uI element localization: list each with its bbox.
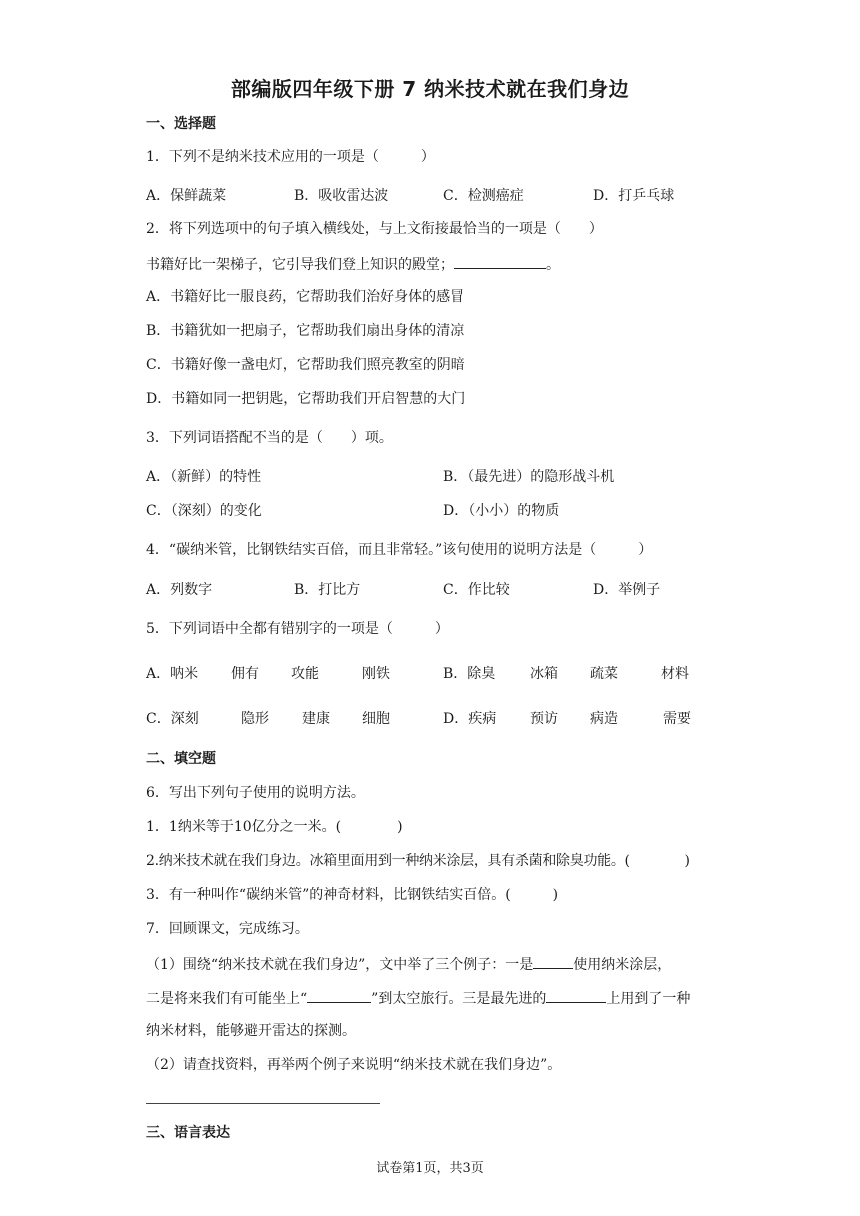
question-4-option-d: D．举例子	[593, 582, 661, 598]
question-4-option-c: C．作比较	[443, 582, 510, 598]
question-5-option-a-word-4: 刚铁	[362, 666, 390, 682]
question-1-option-a: A．保鲜蔬菜	[146, 188, 227, 204]
question-1-option-b: B．吸收雷达波	[294, 188, 389, 204]
question-5-option-d-word-4: 需要	[663, 711, 691, 727]
question-5-option-c-word-4: 细胞	[362, 711, 390, 727]
page-title: 部编版四年级下册 7 纳米技术就在我们身边	[230, 77, 630, 101]
question-7-text: 二是将来我们有可能坐上“	[146, 991, 308, 1007]
question-5-option-b-word-3: 疏菜	[590, 666, 618, 682]
question-2-lead-sentence	[146, 254, 560, 274]
question-3-option-b: B．（最先进）的隐形战斗机	[443, 469, 615, 485]
question-6-stem: 6．写出下列句子使用的说明方法。	[146, 785, 365, 801]
answer-blank-aircraft[interactable]	[546, 988, 606, 1003]
question-5-option-c-word-3: 建康	[302, 711, 330, 727]
question-5-option-d-word-1: D．疾病	[443, 711, 497, 727]
question-5-option-b-word-1: B．除臭	[443, 666, 496, 682]
question-2-option-d: D．书籍如同一把钥匙，它帮助我们开启智慧的大门	[146, 391, 466, 407]
question-5-option-d-word-3: 病造	[590, 711, 618, 727]
section-heading-language-expression: 三、语言表达	[146, 1125, 230, 1141]
question-5-option-a-word-3: 攻能	[291, 666, 319, 682]
question-7-text: 使用纳米涂层，	[573, 957, 672, 973]
question-7-text: 上用到了一种	[606, 991, 691, 1007]
question-7-text: ”到太空旅行。三是最先进的	[371, 991, 547, 1007]
question-5-option-b-word-4: 材料	[661, 666, 689, 682]
question-2-stem: 2．将下列选项中的句子填入横线处，与上文衔接最恰当的一项是（ ）	[146, 221, 603, 237]
question-1-option-c: C．检测癌症	[443, 188, 524, 204]
question-7-stem: 7．回顾课文，完成练习。	[146, 921, 309, 937]
question-5-option-a-word-1: A．呐米	[146, 666, 199, 682]
question-7-part-1-line-1	[146, 954, 671, 974]
question-2-option-c: C．书籍好像一盏电灯，它帮助我们照亮教室的阴暗	[146, 357, 465, 373]
section-heading-choice: 一、选择题	[146, 116, 216, 132]
answer-blank-fridge[interactable]	[533, 954, 573, 969]
question-7-part-2: （2）请查找资料，再举两个例子来说明“纳米技术就在我们身边”。	[146, 1057, 562, 1073]
question-7-part-1-line-2	[146, 988, 690, 1008]
question-2-lead-text: 书籍好比一架梯子，它引导我们登上知识的殿堂；	[146, 257, 454, 273]
answer-blank-vehicle[interactable]	[307, 988, 371, 1003]
question-6-item-3: 3．有一种叫作“碳纳米管”的神奇材料，比钢铁结实百倍。( )	[146, 887, 559, 903]
question-3-option-a: A．（新鲜）的特性	[146, 469, 262, 485]
question-3-option-c: C．（深刻）的变化	[146, 503, 262, 519]
question-7-part-1-line-3: 纳米材料，能够避开雷达的探测。	[146, 1023, 356, 1039]
question-4-option-a: A．列数字	[146, 582, 213, 598]
page-footer: 试卷第1页，共3页	[376, 1161, 484, 1176]
question-3-stem: 3．下列词语搭配不当的是（ ）项。	[146, 430, 393, 446]
question-5-option-c-word-2: 隐形	[241, 711, 269, 727]
question-4-option-b: B．打比方	[294, 582, 361, 598]
question-6-item-1: 1．1纳米等于10亿分之一米。( )	[146, 819, 403, 835]
question-6-item-2: 2.纳米技术就在我们身边。冰箱里面用到一种纳米涂层，具有杀菌和除臭功能。( )	[146, 853, 690, 869]
question-5-stem: 5．下列词语中全都有错别字的一项是（ ）	[146, 621, 449, 637]
question-3-option-d: D．（小小）的物质	[443, 503, 560, 519]
question-5-option-c-word-1: C．深刻	[146, 711, 199, 727]
question-2-option-b: B．书籍犹如一把扇子，它帮助我们扇出身体的清凉	[146, 323, 465, 339]
answer-line[interactable]	[146, 1103, 380, 1104]
question-4-stem: 4．“碳纳米管，比钢铁结实百倍，而且非常轻。”该句使用的说明方法是（ ）	[146, 542, 653, 558]
question-5-option-b-word-2: 冰箱	[530, 666, 558, 682]
question-1-stem: 1．下列不是纳米技术应用的一项是（ ）	[146, 149, 435, 165]
question-2-option-a: A．书籍好比一服良药，它帮助我们治好身体的感冒	[146, 289, 465, 305]
question-7-text: （1）围绕“纳米技术就在我们身边”，文中举了三个例子：一是	[146, 957, 534, 973]
question-1-option-d: D．打乒乓球	[593, 188, 675, 204]
question-5-option-d-word-2: 预访	[530, 711, 558, 727]
section-heading-fill-in: 二、填空题	[146, 751, 216, 767]
answer-blank[interactable]	[454, 254, 546, 269]
question-5-option-a-word-2: 佣有	[231, 666, 259, 682]
question-2-lead-end: 。	[546, 257, 560, 273]
